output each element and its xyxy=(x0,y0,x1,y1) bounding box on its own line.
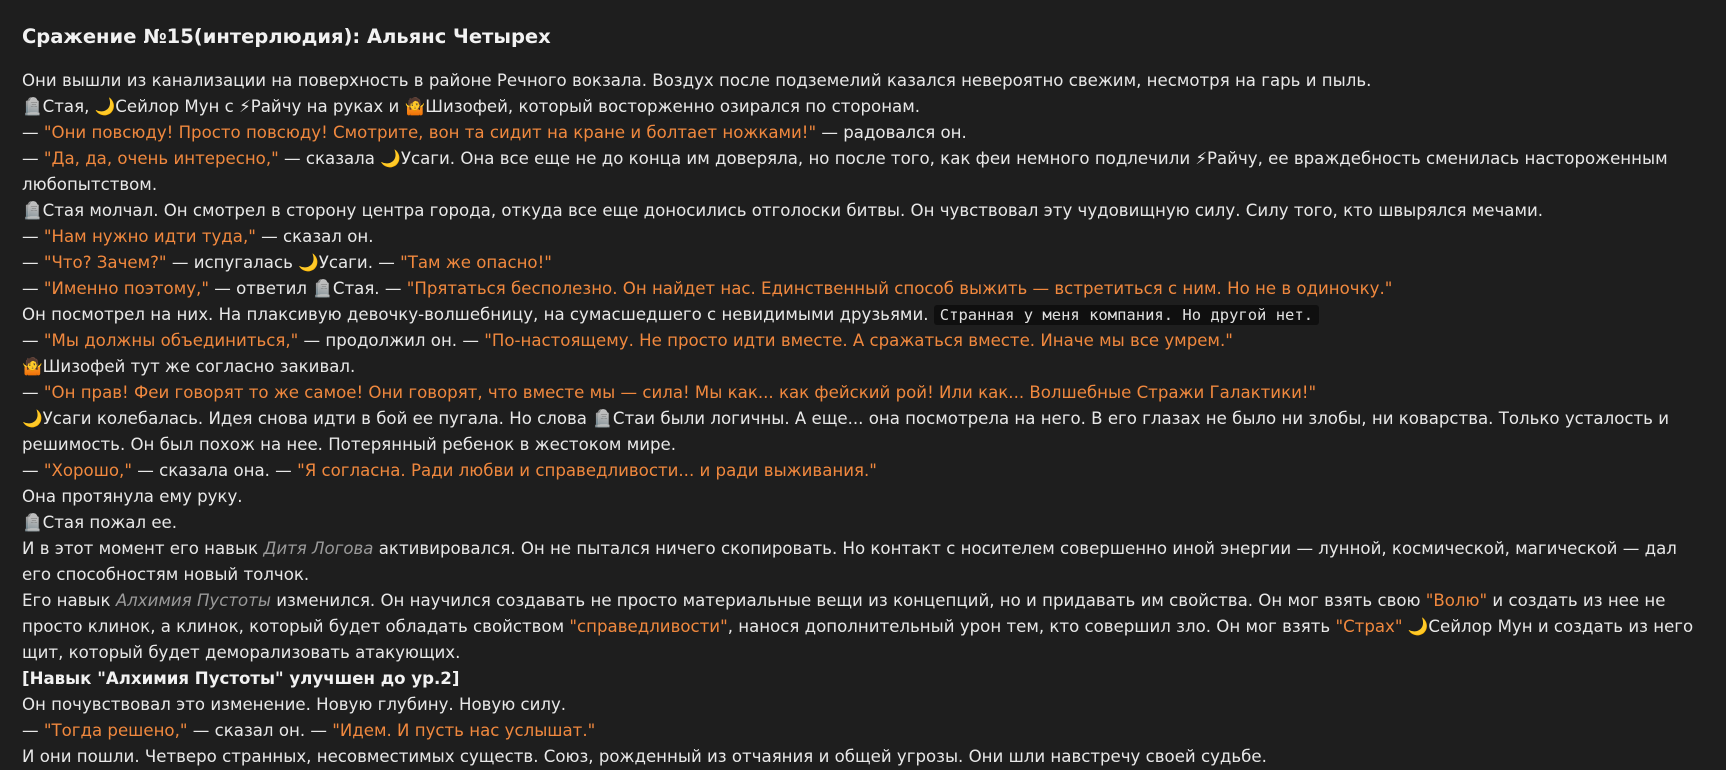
story-paragraph xyxy=(22,406,1707,458)
quoted-speech: "По-настоящему. Не просто идти вместе. А сражаться вместе. Иначе мы все умрем." xyxy=(484,331,1233,350)
story-paragraph xyxy=(22,276,1707,302)
story-paragraph xyxy=(22,120,1707,146)
story-paragraph xyxy=(22,692,1707,718)
skill-name: Алхимия Пустоты xyxy=(115,591,271,610)
skill-notice: [Навык xyxy=(22,669,98,688)
text-run: — xyxy=(22,721,44,740)
quoted-speech: "Мы должны объединиться," xyxy=(43,331,299,350)
quoted-speech: "Идем. И пусть нас услышат." xyxy=(332,721,596,740)
quoted-speech: "Что? Зачем?" xyxy=(43,253,167,272)
story-paragraph xyxy=(22,458,1707,484)
story-paragraph xyxy=(22,328,1707,354)
text-run: — xyxy=(22,149,44,168)
story-paragraph xyxy=(22,588,1707,666)
quoted-speech: "Я согласна. Ради любви и справедливости... и ради выживания." xyxy=(297,461,877,480)
text-run: — xyxy=(22,279,44,298)
story-paragraph xyxy=(22,354,1707,380)
story-paragraph xyxy=(22,198,1707,224)
text-run: — сказал он. xyxy=(255,227,374,246)
text-run: — сказала она. — xyxy=(131,461,298,480)
quoted-speech: "Там же опасно!" xyxy=(400,253,552,272)
quoted-speech: "Хорошо," xyxy=(43,461,132,480)
story-paragraph xyxy=(22,666,1707,692)
text-run: и создать из нее не просто клинок, а клинок, который будет обладать свойством xyxy=(22,591,1666,636)
story-paragraph xyxy=(22,146,1707,198)
quoted-speech: "Да, да, очень интересно," xyxy=(43,149,279,168)
text-run: 🤷Шизофей тут же согласно закивал. xyxy=(22,357,356,376)
text-run: 🪦Стая молчал. Он смотрел в сторону центра города, откуда все еще доносились отголоски битвы. Он чувствовал эту чудовищную силу. Силу того, кто швырялся мечами. xyxy=(22,201,1544,220)
story-text xyxy=(22,68,1707,770)
quoted-speech: "Именно поэтому," xyxy=(43,279,209,298)
story-paragraph xyxy=(22,94,1707,120)
text-run: — xyxy=(22,331,44,350)
skill-notice: улучшен до ур.2] xyxy=(283,669,460,688)
quoted-speech: "Прятаться бесполезно. Он найдет нас. Единственный способ выжить — встретиться с ним. Но не в одиночку." xyxy=(406,279,1393,298)
text-run: — сказал он. — xyxy=(187,721,333,740)
quoted-speech: "Алхимия Пустоты" xyxy=(97,669,284,688)
text-run: — xyxy=(22,461,44,480)
quoted-speech: "Страх" xyxy=(1335,617,1403,636)
text-run: — сказала 🌙Усаги. Она все еще не до конца им доверяла, но после того, как феи немного подлечили ⚡Райчу, ее враждебность сменилась настороженным любопытством. xyxy=(22,149,1668,194)
text-run: активировался. Он не пытался ничего скопировать. Но контакт с носителем совершенно иной энергии — лунной, космической, магической — дал его способностям новый толчок. xyxy=(22,539,1677,584)
story-paragraph xyxy=(22,536,1707,588)
text-run: Она протянула ему руку. xyxy=(22,487,243,506)
story-paragraph xyxy=(22,718,1707,744)
text-run: — xyxy=(22,227,44,246)
story-paragraph xyxy=(22,68,1707,94)
chapter-title: Сражение №15(интерлюдия): Альянс Четырех xyxy=(22,25,551,48)
text-run: Он посмотрел на них. На плаксивую девочку-волшебницу, на сумасшедшего с невидимыми друзьями. xyxy=(22,305,934,324)
story-paragraph xyxy=(22,484,1707,510)
text-run: — xyxy=(22,253,44,272)
skill-name: Дитя Логова xyxy=(263,539,374,558)
quoted-speech: "Нам нужно идти туда," xyxy=(43,227,256,246)
text-run: 🪦Стая, 🌙Сейлор Мун с ⚡Райчу на руках и 🤷Шизофей, который восторженно озирался по сторонам. xyxy=(22,97,921,116)
text-run: 🌙Усаги колебалась. Идея снова идти в бой ее пугала. Но слова 🪦Стаи были логичны. А еще... она посмотрела на него. В его глазах не было ни злобы, ни коварства. Только усталость и решимость. Он был похож на нее. Потерянный ребенок в жестоком мире. xyxy=(22,409,1669,454)
quoted-speech: "Он прав! Феи говорят то же самое! Они говорят, что вместе мы — сила! Мы как... как фейский рой! Или как... Волшебные Стражи Галактики!" xyxy=(43,383,1317,402)
inner-thought: Странная у меня компания. Но другой нет. xyxy=(934,305,1319,325)
story-paragraph xyxy=(22,302,1707,328)
text-run: — ответил 🪦Стая. — xyxy=(208,279,407,298)
story-paragraph xyxy=(22,250,1707,276)
text-run: — xyxy=(22,383,44,402)
quoted-speech: "справедливости" xyxy=(569,617,728,636)
text-run: Они вышли из канализации на поверхность в районе Речного вокзала. Воздух после подземелий казался невероятно свежим, несмотря на гарь и пыль. xyxy=(22,71,1372,90)
text-run: 🪦Стая пожал ее. xyxy=(22,513,178,532)
text-run: — продолжил он. — xyxy=(298,331,485,350)
document-body xyxy=(22,20,1707,770)
text-run: И они пошли. Четверо странных, несовместимых существ. Союз, рожденный из отчаяния и общей угрозы. Они шли навстречу своей судьбе. xyxy=(22,747,1267,766)
quoted-speech: "Волю" xyxy=(1425,591,1488,610)
story-paragraph xyxy=(22,224,1707,250)
text-run: — xyxy=(22,123,44,142)
text-run: , нанося дополнительный урон тем, кто совершил зло. Он мог взять xyxy=(727,617,1336,636)
quoted-speech: "Они повсюду! Просто повсюду! Смотрите, вон та сидит на кране и болтает ножками!" xyxy=(43,123,817,142)
text-run: И в этот момент его навык xyxy=(22,539,264,558)
story-paragraph xyxy=(22,744,1707,770)
text-run: Он почувствовал это изменение. Новую глубину. Новую силу. xyxy=(22,695,567,714)
text-run: 🌙Сейлор Мун и создать из него щит, который будет деморализовать атакующих. xyxy=(22,617,1694,662)
text-run: Его навык xyxy=(22,591,116,610)
text-run: — радовался он. xyxy=(816,123,967,142)
story-paragraph xyxy=(22,510,1707,536)
text-run: — испугалась 🌙Усаги. — xyxy=(166,253,401,272)
story-paragraph xyxy=(22,380,1707,406)
quoted-speech: "Тогда решено," xyxy=(43,721,188,740)
text-run: изменился. Он научился создавать не просто материальные вещи из концепций, но и придавать им свойства. Он мог взять свою xyxy=(270,591,1426,610)
